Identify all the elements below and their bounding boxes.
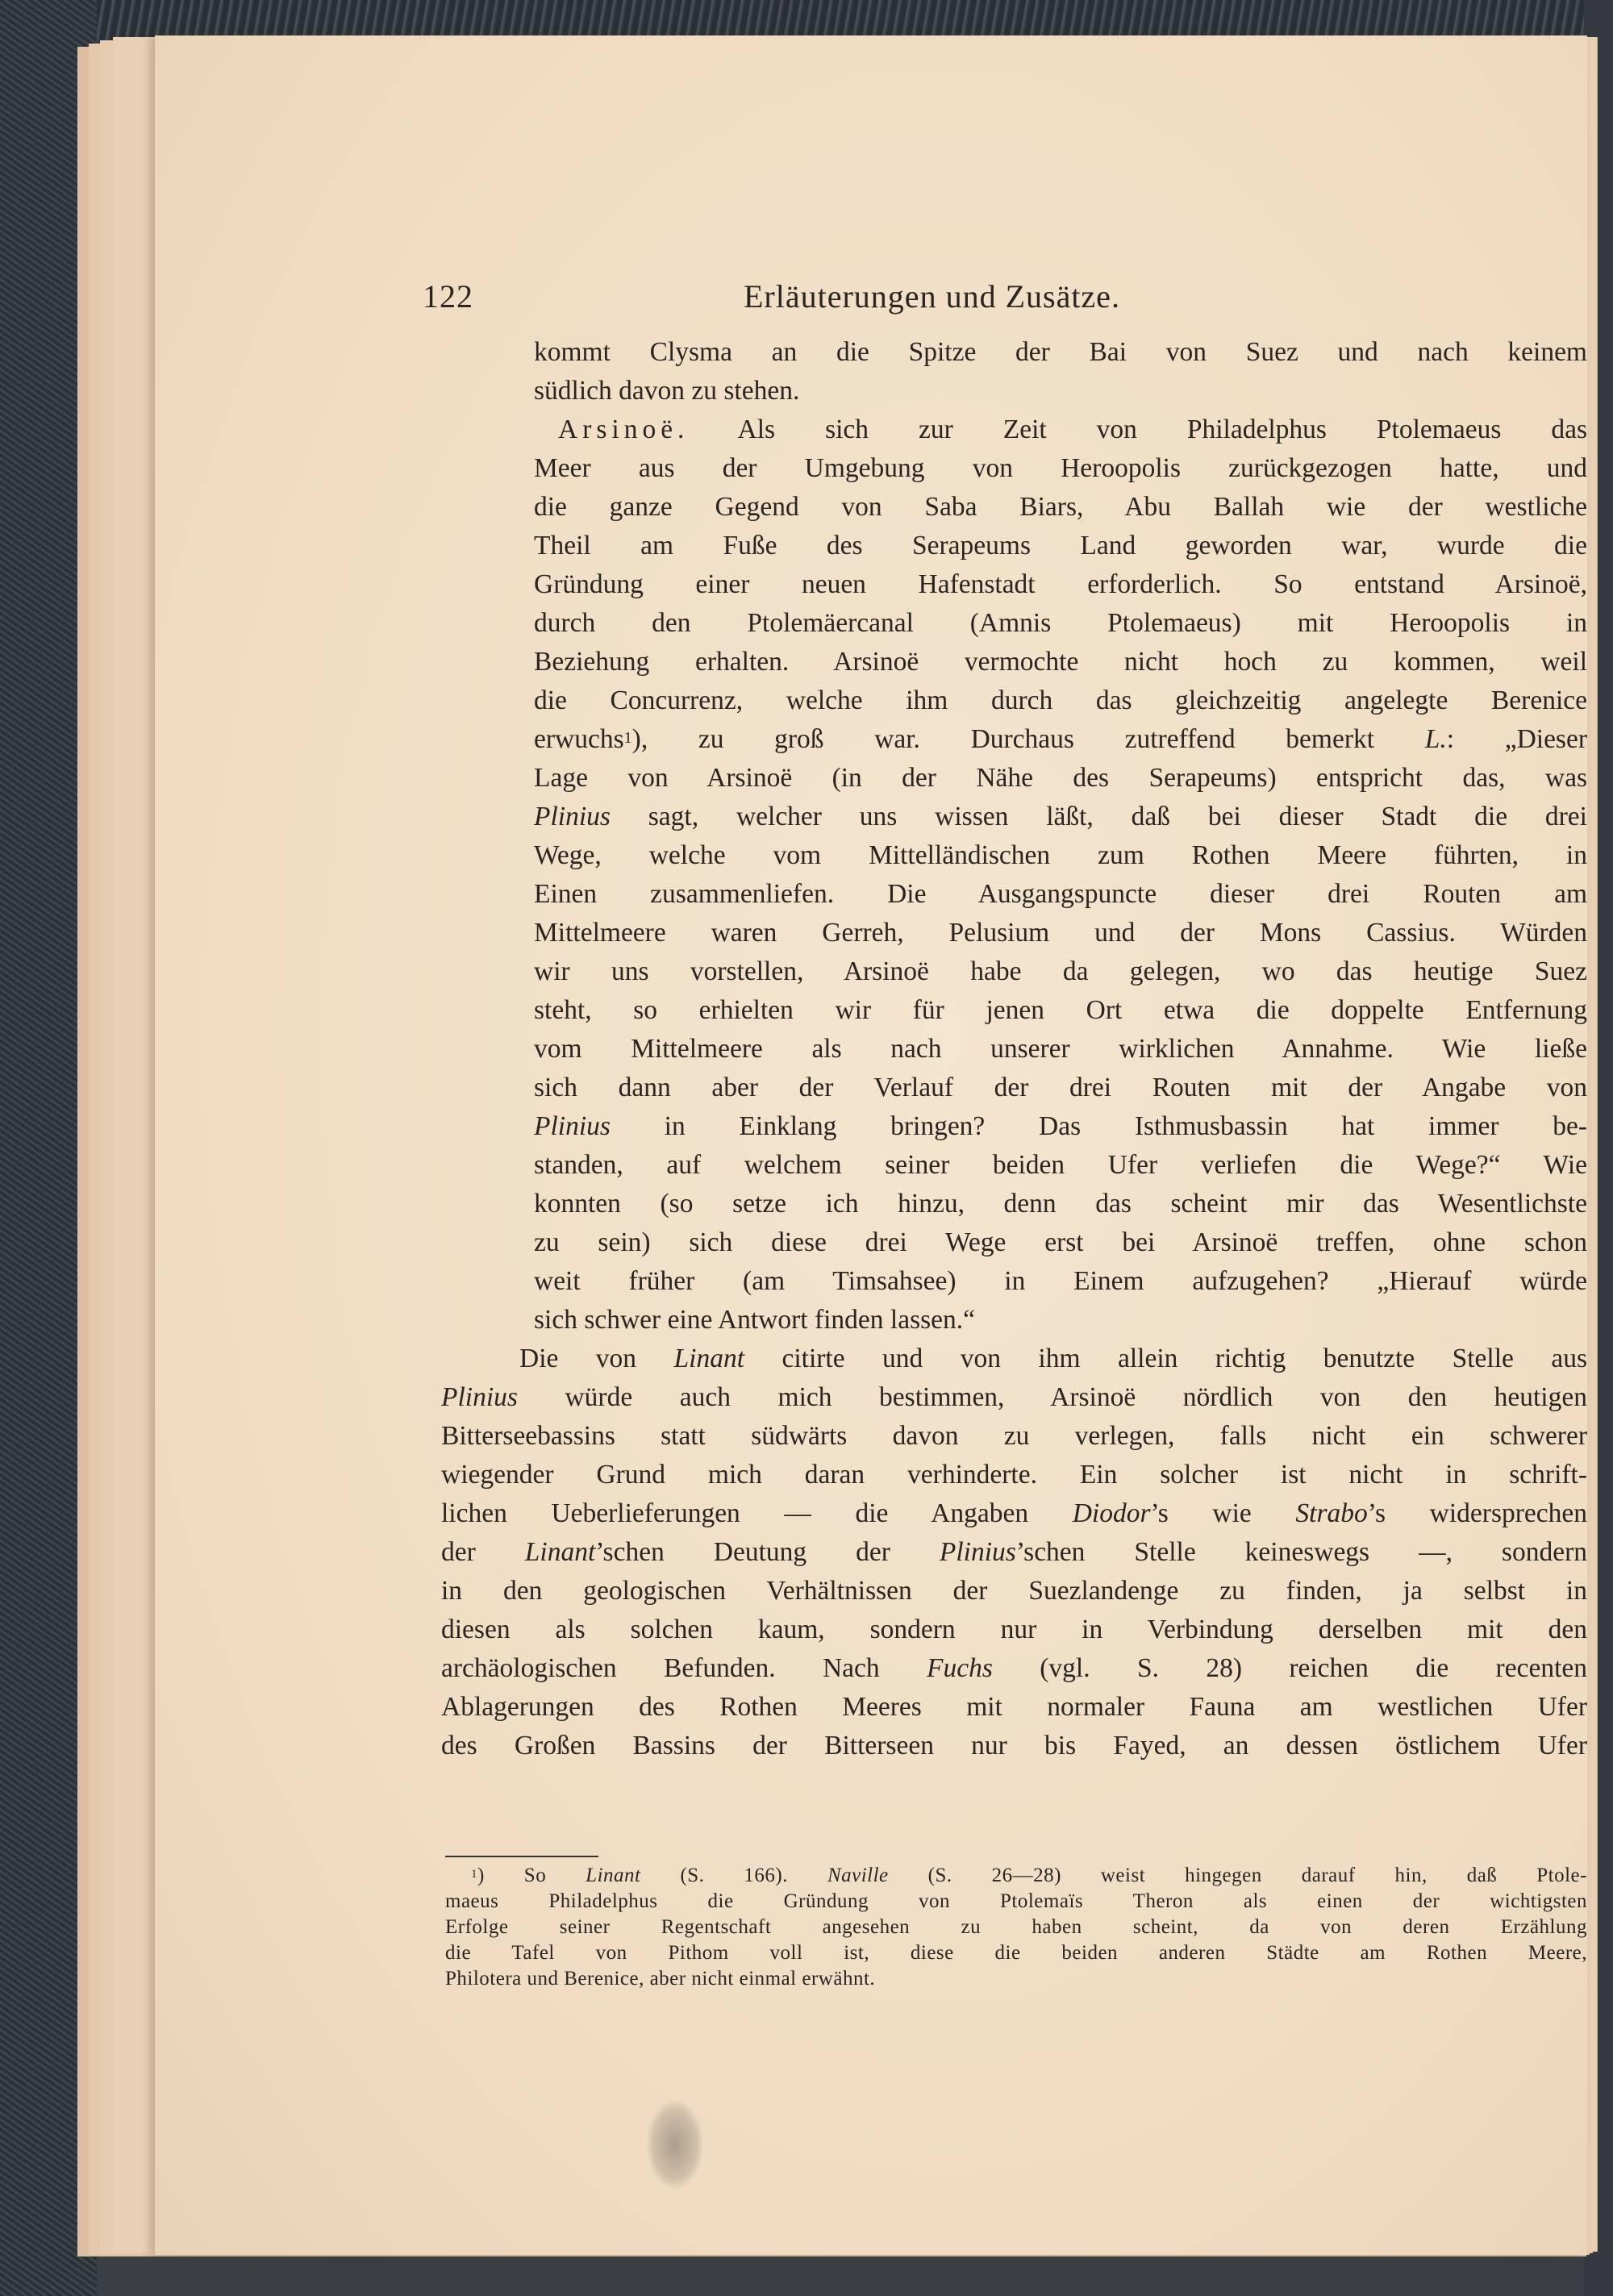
text-line [534,449,1587,488]
text-fragment: sich dann aber der Verlauf der drei Routen mit der Angabe von [534,1073,1587,1102]
text-fragment: Meer aus der Umgebung von Heroopolis zurückgezogen hatte, und [534,453,1587,483]
text-fragment: durch den Ptolemäercanal (Amnis Ptolemaeus) mit Heroopolis in [534,608,1587,638]
text-fragment: Als sich zur Zeit von Philadelphus Ptolemaeus das [689,415,1587,444]
text-fragment: maeus Philadelphus die Gründung von Ptolemaïs Theron als einen der wichtigsten [445,1890,1587,1912]
text-line [441,1688,1587,1727]
text-line [441,1727,1587,1765]
text-fragment: diesen als solchen kaum, sondern nur in Verbindung derselben mit den [441,1615,1587,1644]
text-line [534,333,1587,372]
text-fragment: Erfolge seiner Regentschaft angesehen zu haben scheint, da von deren Erzählung [445,1916,1587,1938]
text-fragment: Philotera und Berenice, aber nicht einmal erwähnt. [445,1968,876,1990]
text-line [441,1417,1587,1456]
footnote-ref: 1 [623,729,632,747]
text-fragment: des Großen Bassins der Bitterseen nur bis Fayed, an dessen östlichem Ufer [441,1731,1587,1761]
text-fragment: Plinius [441,1382,518,1412]
text-fragment: wir uns vorstellen, Arsinoë habe da gelegen, wo das heutige Suez [534,956,1587,986]
text-fragment: kommt Clysma an die Spitze der Bai von Suez und nach keinem [534,337,1587,367]
text-line [534,527,1587,565]
text-line [534,875,1587,914]
text-fragment: Naville [827,1865,889,1886]
page-number: 122 [423,278,473,315]
text-line [534,1223,1587,1262]
text-fragment: (S. 166). [640,1865,827,1886]
text-fragment: die Tafel von Pithom voll ist, diese die beiden anderen Städte am Rothen Meere, [445,1942,1587,1964]
text-fragment: weit früher (am Timsahsee) in Einem aufzugehen? „Hierauf würde [534,1266,1587,1296]
text-line [558,410,1587,449]
text-line [534,952,1587,991]
text-fragment: Ablagerungen des Rothen Meeres mit normaler Fauna am westlichen Ufer [441,1692,1587,1722]
footnote-rule [445,1856,598,1857]
text-line [441,1572,1587,1611]
text-line [534,1030,1587,1069]
text-fragment: südlich davon zu stehen. [534,376,800,406]
text-fragment: Mittelmeere waren Gerreh, Pelusium und der Mons Cassius. Würden [534,918,1587,948]
text-line [441,1611,1587,1649]
text-fragment: Plinius [534,1111,611,1141]
text-fragment: ) So [477,1865,586,1886]
text-fragment: Theil am Fuße des Serapeums Land geworden war, wurde die [534,531,1587,560]
text-fragment: Beziehung erhalten. Arsinoë vermochte nicht hoch zu kommen, weil [534,647,1587,677]
text-fragment: zu sein) sich diese drei Wege erst bei Arsinoë treffen, ohne schon [534,1227,1587,1257]
text-fragment: Plinius [534,802,611,831]
text-fragment: steht, so erhielten wir für jenen Ort etwa die doppelte Entfernung [534,995,1587,1025]
text-line [534,565,1587,604]
text-line [534,1185,1587,1223]
text-fragment: ’s wie [1150,1498,1296,1528]
text-line [441,1456,1587,1494]
footnote-line [445,1889,1587,1915]
text-fragment: in Einklang bringen? Das Isthmusbassin hat immer be- [610,1111,1587,1141]
text-line [534,1146,1587,1185]
text-fragment: Einen zusammenliefen. Die Ausgangspuncte dieser drei Routen am [534,879,1587,909]
text-fragment: vom Mittelmeere als nach unserer wirklichen Annahme. Wie ließe [534,1034,1587,1064]
text-fragment: die Concurrenz, welche ihm durch das gleichzeitig angelegte Berenice [534,685,1587,715]
text-fragment: ’schen Deutung der [595,1537,940,1567]
text-line [519,1340,1587,1378]
text-fragment: Linant [586,1865,641,1886]
text-line [534,991,1587,1030]
text-fragment: Strabo [1295,1498,1368,1528]
footnote-line [445,1966,1587,1992]
text-fragment: ’s widersprechen [1367,1498,1587,1528]
text-line [441,1378,1587,1417]
text-fragment: Lage von Arsinoë (in der Nähe des Serapeums) entspricht das, was [534,763,1587,793]
text-line [534,914,1587,952]
footnote-line [445,1940,1587,1966]
text-fragment: in den geologischen Verhältnissen der Suezlandenge zu finden, ja selbst in [441,1576,1587,1606]
text-fragment: : „Dieser [1446,724,1587,754]
text-fragment: standen, auf welchem seiner beiden Ufer verliefen die Wege?“ Wie [534,1150,1587,1180]
text-fragment: sich schwer eine Antwort finden lassen.“ [534,1305,976,1335]
text-line [534,836,1587,875]
text-fragment: Fuchs [927,1653,993,1683]
text-line [534,488,1587,527]
text-line [534,759,1587,798]
footnote-line [445,1915,1587,1940]
text-fragment: ), zu groß war. Durchaus zutreffend bemerkt [631,724,1425,754]
text-fragment: Die von [519,1344,674,1373]
text-line [534,372,1587,410]
text-fragment: sagt, welcher uns wissen läßt, daß bei dieser Stadt die drei [610,802,1587,831]
text-fragment: Plinius [939,1537,1016,1567]
text-line [534,604,1587,643]
text-fragment: (vgl. S. 28) reichen die recenten [992,1653,1587,1683]
text-fragment: der [441,1537,525,1567]
text-line [534,720,1587,759]
text-line [534,1262,1587,1301]
text-fragment: würde auch mich bestimmen, Arsinoë nördlich von den heutigen [517,1382,1587,1412]
text-line [534,681,1587,720]
text-fragment: Gründung einer neuen Hafenstadt erforderlich. So entstand Arsinoë, [534,569,1587,599]
ink-smudge [647,2100,703,2189]
text-fragment: Linant [524,1537,596,1567]
text-fragment: Linant [673,1344,745,1373]
running-head: Erläuterungen und Zusätze. [744,278,1120,315]
text-line [441,1494,1587,1533]
text-fragment: Bitterseebassins statt südwärts davon zu verlegen, falls nicht ein schwerer [441,1421,1587,1451]
footnote-line [471,1863,1587,1889]
text-line [534,643,1587,681]
page-header [155,277,1587,318]
text-fragment: citirte und von ihm allein richtig benutzte Stelle aus [744,1344,1587,1373]
text-fragment: konnten (so setze ich hinzu, denn das scheint mir das Wesentlichste [534,1189,1587,1219]
text-line [441,1533,1587,1572]
text-fragment: wiegender Grund mich daran verhinderte. Ein solcher ist nicht in schrift- [441,1460,1587,1490]
text-fragment: archäologischen Befunden. Nach [441,1653,927,1683]
text-fragment: (S. 26—28) weist hingegen darauf hin, daß Ptole- [888,1865,1587,1886]
text-line [534,798,1587,836]
spaced-heading: Arsinoë. [558,415,690,444]
text-fragment: lichen Ueberlieferungen — die Angaben [441,1498,1073,1528]
text-fragment: ’schen Stelle keineswegs —, sondern [1015,1537,1587,1567]
text-line [441,1649,1587,1688]
text-line [534,1301,1587,1340]
text-line [534,1069,1587,1107]
footnote-marker: 1 [471,1868,477,1881]
text-fragment: erwuchs [534,724,624,754]
text-fragment: Diodor [1072,1498,1151,1528]
text-fragment: L. [1424,724,1447,754]
book-page [155,35,1587,2255]
text-fragment: die ganze Gegend von Saba Biars, Abu Ballah wie der westliche [534,492,1587,522]
text-fragment: Wege, welche vom Mittelländischen zum Rothen Meere führten, in [534,840,1587,870]
text-line [534,1107,1587,1146]
